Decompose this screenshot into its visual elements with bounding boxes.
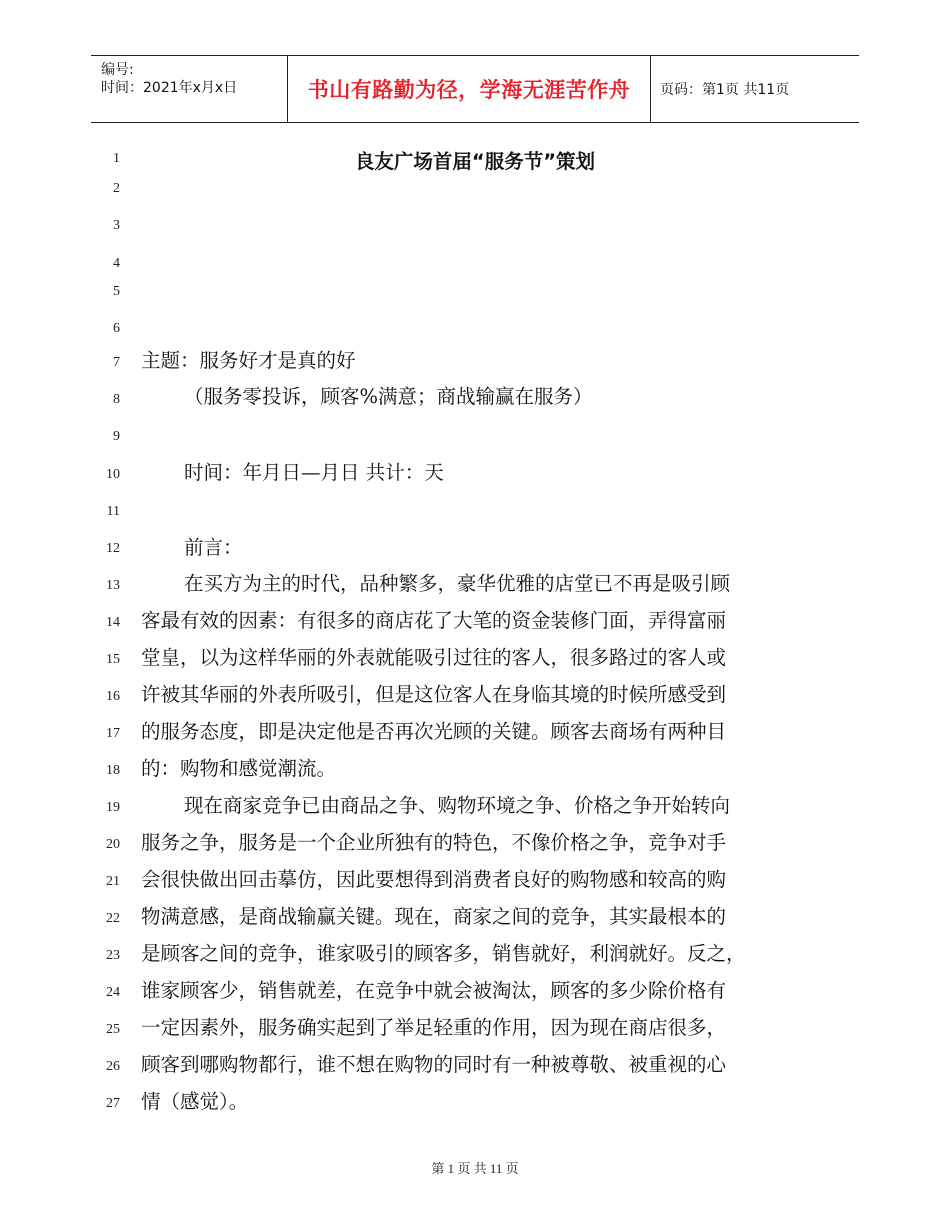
paragraph-line: 一定因素外，服务确实起到了举足轻重的作用，因为现在商店很多， <box>141 1016 727 1039</box>
line-number: 24 <box>106 985 120 1000</box>
theme-subtitle: （服务零投诉，顾客%满意；商战输赢在服务） <box>184 385 593 408</box>
line-number: 22 <box>106 911 120 926</box>
line-number: 12 <box>106 541 120 556</box>
line-number: 4 <box>113 256 120 271</box>
page-footer: 第 1 页 共 11 页 <box>431 1161 519 1176</box>
paragraph-line: 服务之争，服务是一个企业所独有的特色，不像价格之争，竞争对手 <box>141 831 727 854</box>
paragraph-line: 物满意感，是商战输赢关键。现在，商家之间的竞争，其实最根本的 <box>141 905 727 928</box>
header-table <box>91 55 859 123</box>
header-meta-cell <box>91 56 287 122</box>
line-number: 7 <box>113 355 120 370</box>
paragraph-line: 的：购物和感觉潮流。 <box>141 757 337 780</box>
line-number: 18 <box>106 763 120 778</box>
document-title: 良友广场首届“服务节”策划 <box>354 150 596 173</box>
line-number: 3 <box>113 218 120 233</box>
paragraph-line: 许被其华丽的外表所吸引，但是这位客人在身临其境的时候所感受到 <box>141 683 727 706</box>
paragraph-line: 客最有效的因素：有很多的商店花了大笔的资金装修门面，弄得富丽 <box>141 609 727 632</box>
paragraph-line: 是顾客之间的竞争，谁家吸引的顾客多，销售就好，利润就好。反之， <box>141 942 746 965</box>
serial-label: 编号: <box>101 62 134 78</box>
line-number: 16 <box>106 689 120 704</box>
time-label: 时间：2021年x月x日 <box>101 80 238 96</box>
line-number: 26 <box>106 1059 120 1074</box>
line-number: 9 <box>113 429 120 444</box>
line-number: 14 <box>106 615 120 630</box>
line-number: 23 <box>106 948 120 963</box>
paragraph-line: 现在商家竞争已由商品之争、购物环境之争、价格之争开始转向 <box>184 794 731 817</box>
line-number: 2 <box>113 181 120 196</box>
paragraph-line: 堂皇，以为这样华丽的外表就能吸引过往的客人，很多路过的客人或 <box>141 646 727 669</box>
paragraph-line: 情（感觉）。 <box>141 1090 249 1113</box>
line-number: 25 <box>106 1022 120 1037</box>
line-number: 15 <box>106 652 120 667</box>
line-number: 1 <box>113 151 120 166</box>
line-number: 19 <box>106 800 120 815</box>
paragraph-line: 谁家顾客少，销售就差，在竞争中就会被淘汰，顾客的多少除价格有 <box>141 979 727 1002</box>
line-number: 27 <box>106 1096 120 1111</box>
paragraph-line: 的服务态度，即是决定他是否再次光顾的关键。顾客去商场有两种目 <box>141 720 727 743</box>
line-number: 21 <box>106 874 120 889</box>
line-number: 11 <box>106 504 120 519</box>
line-number: 8 <box>113 392 120 407</box>
preface-label: 前言： <box>184 536 243 559</box>
page-info: 页码：第1页 共11页 <box>660 82 790 98</box>
paragraph-line: 会很快做出回击摹仿，因此要想得到消费者良好的购物感和较高的购 <box>141 868 727 891</box>
motto: 书山有路勤为径，学海无涯苦作舟 <box>287 56 651 122</box>
line-number: 13 <box>106 578 120 593</box>
paragraph-line: 顾客到哪购物都行，谁不想在购物的同时有一种被尊敬、被重视的心 <box>141 1053 727 1076</box>
line-number: 10 <box>106 467 120 482</box>
line-number: 5 <box>113 284 120 299</box>
paragraph-line: 在买方为主的时代，品种繁多，豪华优雅的店堂已不再是吸引顾 <box>184 572 731 595</box>
line-number: 17 <box>106 726 120 741</box>
time-line: 时间：年月日—月日 共计：天 <box>184 461 444 484</box>
line-number: 20 <box>106 837 120 852</box>
line-number: 6 <box>113 321 120 336</box>
theme-line: 主题：服务好才是真的好 <box>141 349 356 372</box>
